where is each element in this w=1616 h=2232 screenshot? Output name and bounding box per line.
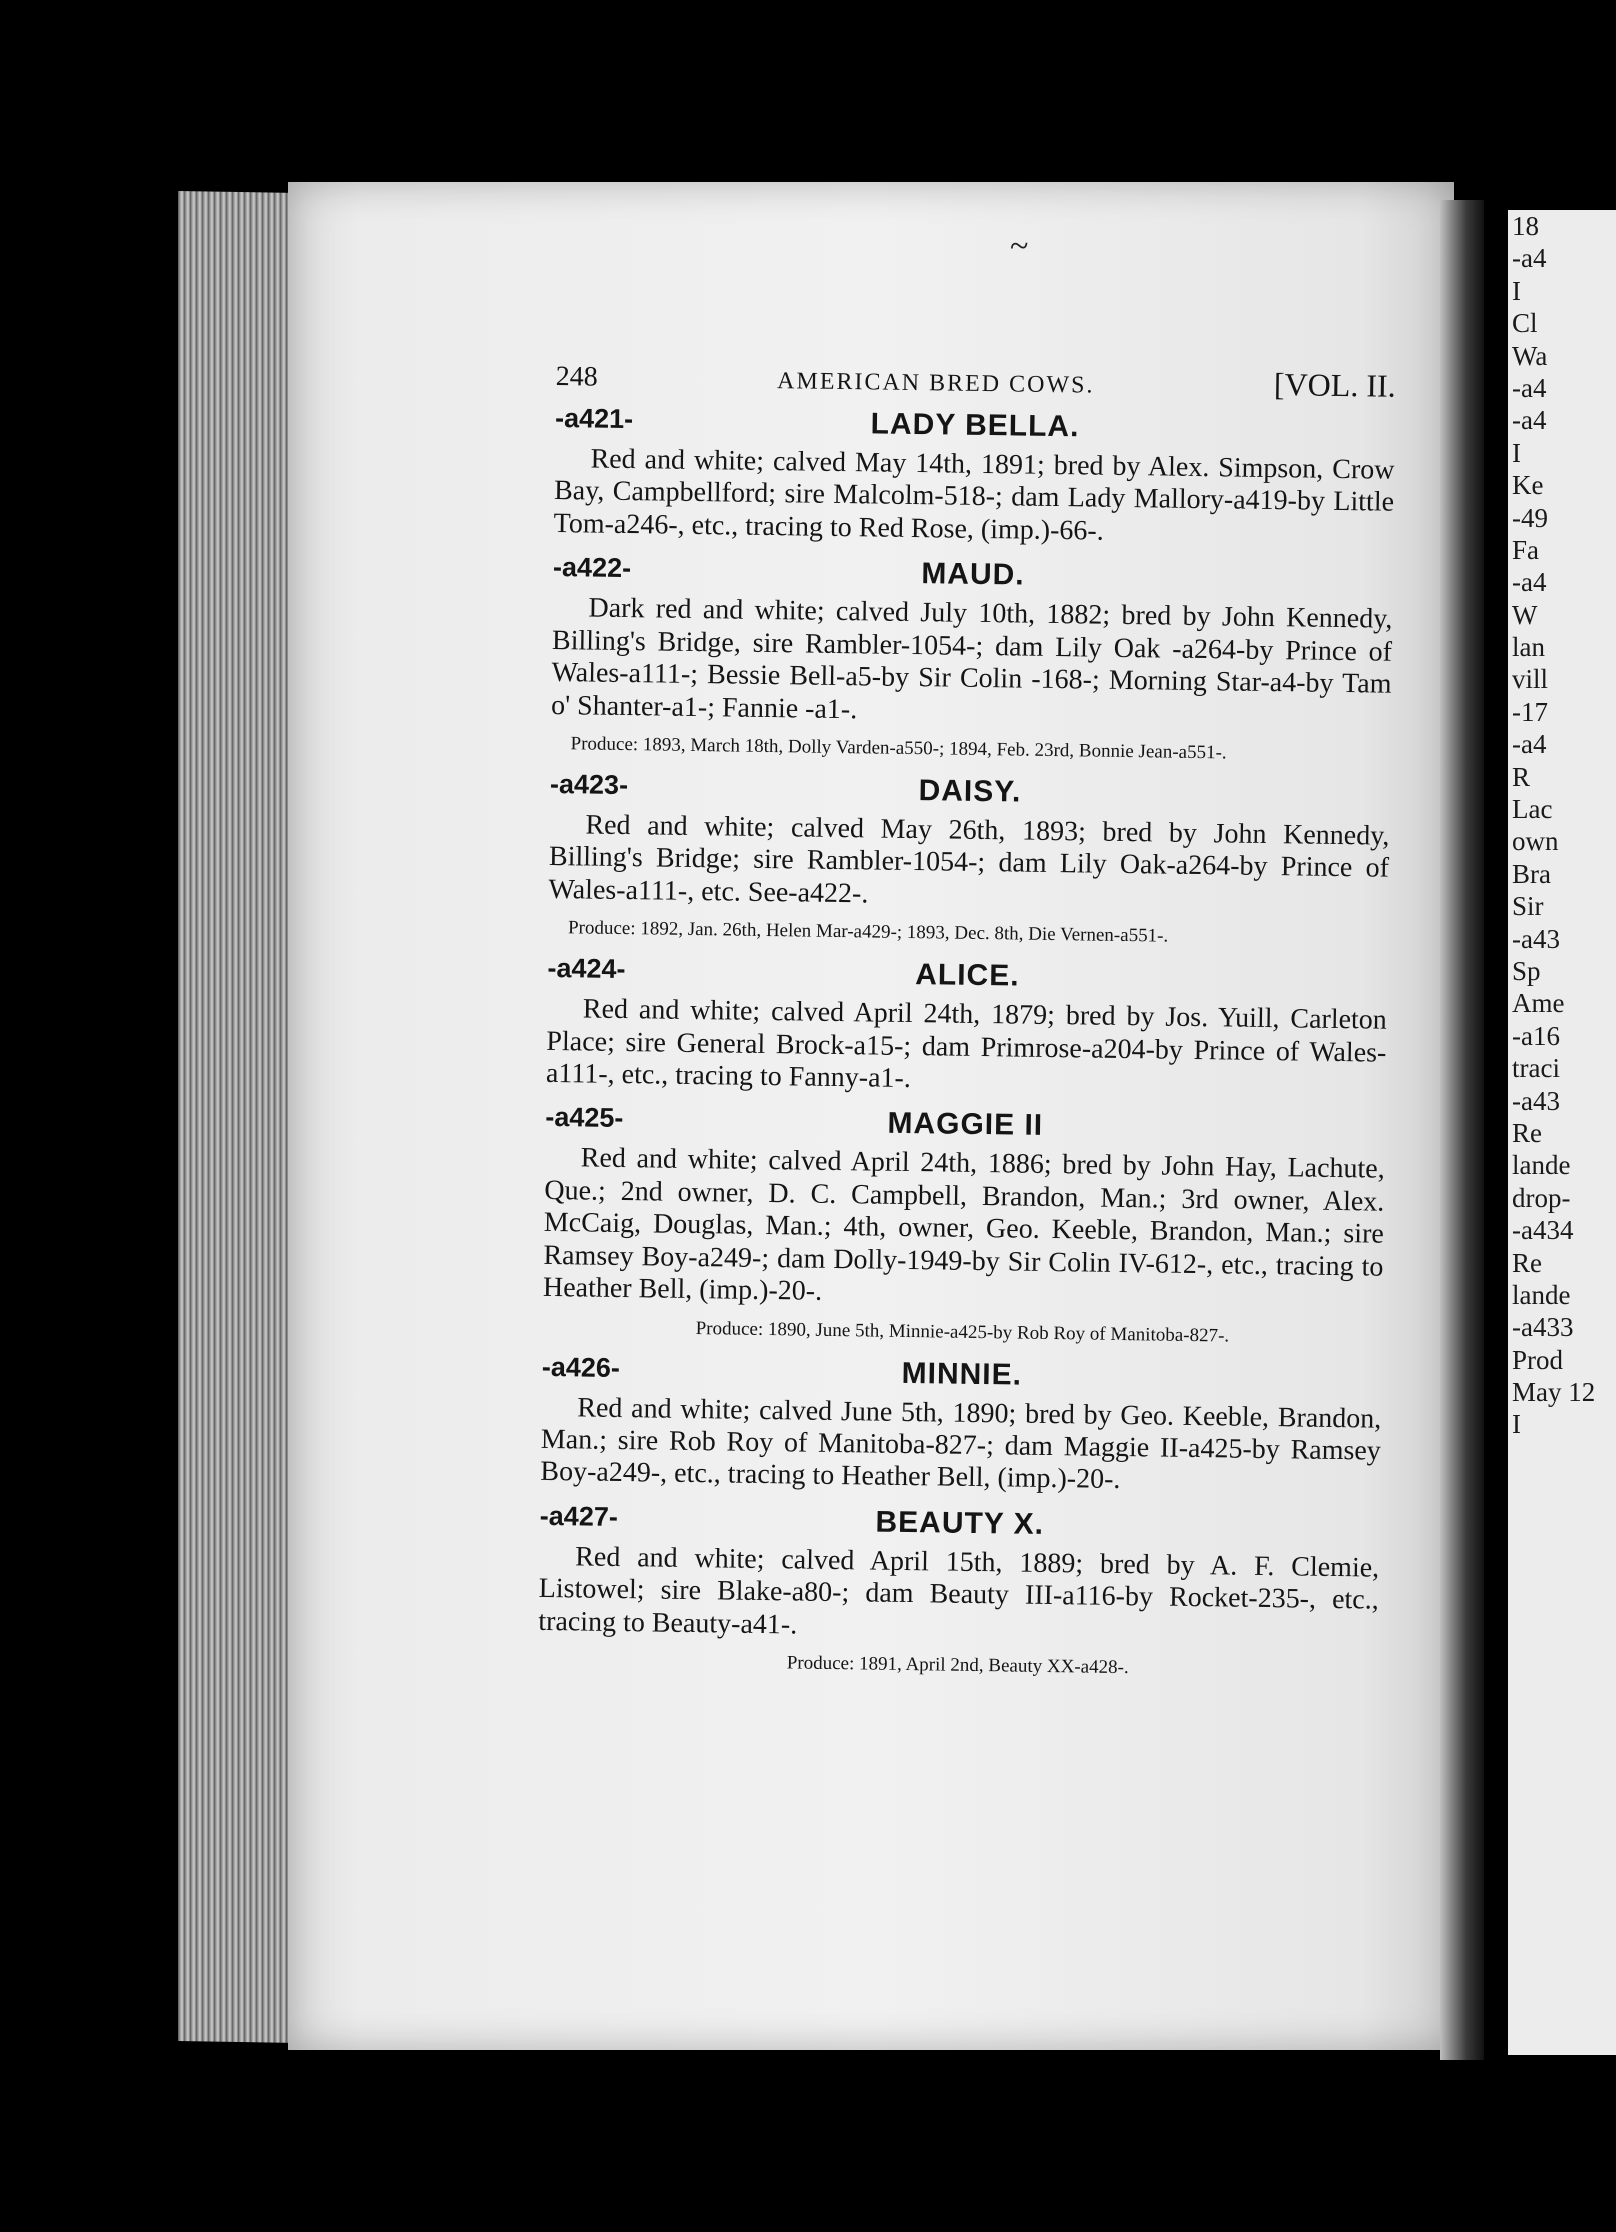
right-page-fragment: drop- [1512,1182,1571,1213]
entry-description: Dark red and white; calved July 10th, 1882; bred by John Kennedy, Billing's Bridge, sire Rambler-1054-; dam Lily Oak -a264-by Prince of Wales-a111-; Bessie Bell-a5-by Sir Colin -168-; Morning Star-a4-by Tam o' Shanter-a1-; Fannie -a1-. [550,592,1393,726]
right-page-fragment: W [1512,599,1538,630]
entry [548,769,1390,953]
right-page-fragment: -49 [1512,502,1548,533]
pencil-mark: ~ [1010,228,1029,265]
right-page-fragment: I [1512,437,1521,468]
entry-description: Red and white; calved April 15th, 1889; bred by A. F. Clemie, Listowel; sire Blake-a80-; dam Beauty III-a116-by Rocket-235-, etc., tracing to Beauty-a41-. [538,1541,1380,1641]
right-page-fragment: -a4 [1512,372,1547,403]
right-page-fragment: -a4 [1512,729,1547,760]
page-number: 248 [555,360,598,393]
entry-name: LADY BELLA. [870,407,1080,444]
right-page-fragment: -a43 [1512,923,1560,954]
right-page-fragment: Sir [1512,891,1544,922]
right-page-fragment: Re [1512,1247,1542,1278]
entry-list [538,403,1396,1685]
right-page-fragment: 18 [1512,211,1539,241]
entry-produce: Produce: 1890, June 5th, Minnie-a425-by Rob Roy of Manitoba-827-. [695,1317,1230,1347]
right-page-fragment: Ke [1512,470,1544,501]
right-page-fragment: -a4 [1512,405,1547,436]
entry-number: -a423- [549,768,629,801]
entry-name: DAISY. [918,774,1022,809]
right-page-fragment: May 12 [1512,1377,1596,1408]
entry-produce: Produce: 1891, April 2nd, Beauty XX-a428-. [786,1652,1129,1679]
right-page-fragment: -17 [1512,696,1548,727]
right-page-fragment: I [1512,1409,1521,1440]
page-content [537,356,1395,1697]
entry-name: ALICE. [914,958,1020,993]
right-page-fragment: R [1512,761,1531,792]
right-page-fragment: -a16 [1512,1020,1560,1051]
right-page-fragment: Re [1512,1117,1542,1148]
right-page-fragment: Lac [1512,794,1553,825]
right-page-fragment: -a434 [1512,1215,1574,1246]
right-page-fragment: Sp [1512,955,1541,986]
right-page-fragment: Bra [1512,858,1551,889]
entry [542,1102,1385,1351]
right-page-fragment: own [1512,826,1559,857]
right-page-fragment: lande [1512,1279,1571,1310]
right-page-fragment: lande [1512,1150,1571,1181]
right-page-fragment: lan [1512,632,1545,663]
right-page-fragment: Ame [1512,988,1565,1019]
entry-number: -a422- [552,552,632,584]
page-edges [178,191,298,2043]
right-page-fragment: vill [1512,664,1549,695]
volume-label: [VOL. II. [1273,366,1396,404]
entry-number: -a424- [547,953,626,985]
right-page-fragment: -a433 [1512,1312,1574,1343]
right-page-fragment: Fa [1512,534,1539,565]
right-page-fragment: -a4 [1512,567,1547,598]
entry-name: MAUD. [921,557,1025,592]
entry-description: Red and white; calved April 24th, 1879; bred by Jos. Yuill, Carleton Place; sire General Brock-a15-; dam Primrose-a204-by Prince of Wales-a111-, etc., tracing to Fanny-a1-. [545,993,1388,1095]
book-gutter [1440,200,1484,2060]
right-page [1508,210,1616,2055]
entry-number: -a426- [541,1351,621,1383]
entry [550,552,1393,768]
right-page-fragment: traci [1512,1053,1560,1084]
entry-number: -a427- [539,1500,619,1532]
right-page-fragment: -a4 [1512,243,1547,274]
entry-number: -a421- [554,402,634,435]
entry-description: Red and white; calved June 5th, 1890; bred by Geo. Keeble, Brandon, Man.; sire Rob Roy of Manitoba-827-; dam Maggie II-a425-by Ramsey Boy-a249-, etc., tracing to Heather Bell, (imp.)-20-. [540,1391,1382,1496]
entry-name: BEAUTY X. [875,1505,1045,1541]
entry-name: MINNIE. [901,1356,1023,1392]
entry-produce: Produce: 1893, March 18th, Dolly Varden-a550-; 1894, Feb. 23rd, Bonnie Jean-a551-. [570,733,1227,764]
right-page-fragment: -a43 [1512,1085,1560,1116]
entry [546,953,1388,1102]
entry-name: MAGGIE II [887,1107,1044,1143]
right-page-fragment: Prod [1512,1344,1564,1375]
entry-number: -a425- [545,1102,624,1134]
right-page-fragment: Wa [1512,340,1548,371]
right-page-fragment: Cl [1512,308,1538,339]
entry-produce: Produce: 1892, Jan. 26th, Helen Mar-a429-; 1893, Dec. 8th, Die Vernen-a551-. [567,917,1169,947]
running-head: AMERICAN BRED COWS. [776,368,1095,399]
entry-description: Red and white; calved April 24th, 1886; bred by John Hay, Lachute, Que.; 2nd owner, D. C. Campbell, Brandon, Man.; 3rd owner, Alex. McCaig, Douglas, Man.; 4th, owner, Geo. Keeble, Brandon, Man.; sire Ramsey Boy-a249-; dam Dolly-1949-by Sir Colin IV-612-, etc., tracing to Heather Bell, (imp.)-20-. [542,1142,1385,1308]
entry [553,403,1395,552]
entry-description: Red and white; calved May 26th, 1893; bred by John Kennedy, Billing's Bridge; sire Rambler-1054-; dam Lily Oak-a264-by Prince of Wales-a111-, etc. See-a422-. [548,809,1390,910]
entry-description: Red and white; calved May 14th, 1891; bred by Alex. Simpson, Crow Bay, Campbellford; sire Malcolm-518-; dam Lady Mallory-a419-by Little Tom-a246-, etc., tracing to Red Rose, (imp.)-66-. [553,443,1395,547]
entry [540,1351,1382,1500]
right-page-fragment: I [1512,275,1521,306]
entry [538,1501,1380,1685]
